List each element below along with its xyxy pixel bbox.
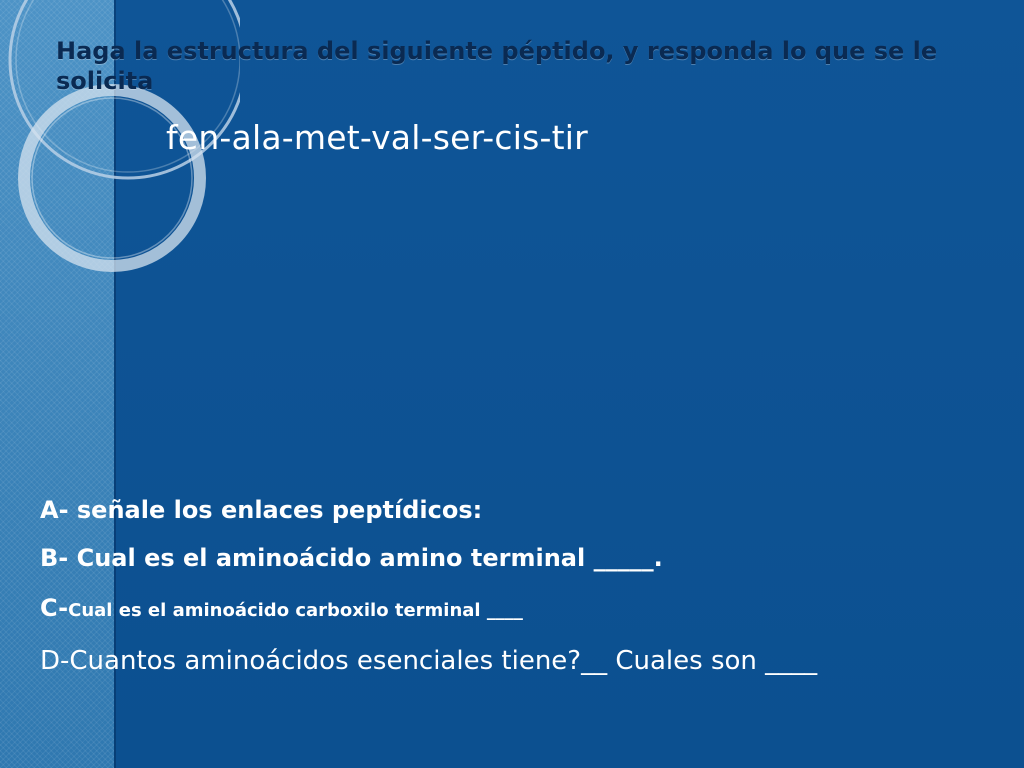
question-c-text: Cual es el aminoácido carboxilo terminal ____ — [68, 600, 523, 621]
question-d: D-Cuantos aminoácidos esenciales tiene?__ Cuales son ____ — [40, 646, 818, 676]
question-c-lead: C- — [40, 594, 69, 622]
question-a: A- señale los enlaces peptídicos: — [40, 496, 483, 524]
peptide-sequence: fen-ala-met-val-ser-cis-tir — [166, 118, 588, 157]
question-c — [40, 584, 1000, 635]
question-b: B- Cual es el aminoácido amino terminal _____. — [40, 544, 663, 572]
slide-title: Haga la estructura del siguiente péptido, y responda lo que se le solicita — [56, 37, 938, 95]
question-list — [40, 488, 1000, 687]
